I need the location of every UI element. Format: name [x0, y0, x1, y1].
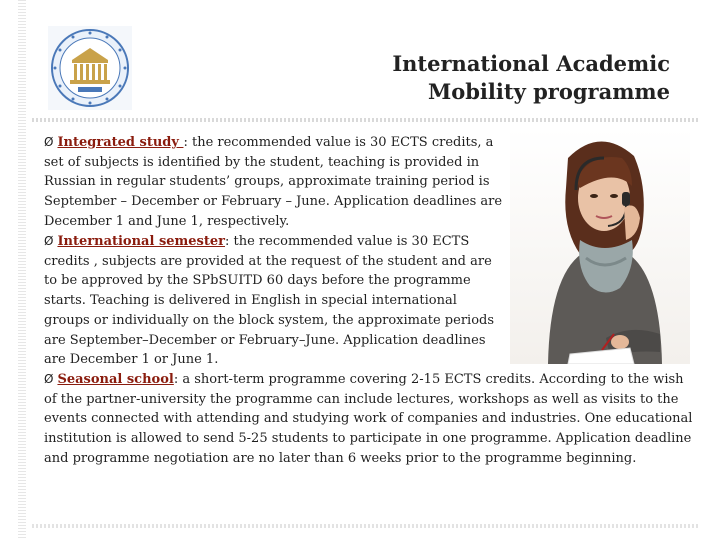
bullet-integrated-study [44, 133, 506, 232]
arrow-bullet-icon: Ø [44, 135, 54, 149]
left-decor-stripe [18, 0, 26, 540]
term-integrated-study: Integrated study [57, 135, 184, 150]
bullet-text: : the recommended value is 30 ECTS credits, a set of subjects is identified by the student, teaching is provided in Russian in regular students’ groups, approximate training period is September – December or February – June. Application deadlines are December 1 and June 1, respectively. [44, 135, 503, 229]
page-title [310, 50, 670, 106]
bullet-text: : a short-term programme covering 2-15 ECTS credits. According to the wish of the partner-university the programme can include lectures, workshops as well as visits to the events connected with attending and studying work of companies and industries. One educational institution is allowed to send 5-25 students to participate in one programme. Application deadline and programme negotiation are no later than 6 weeks prior to the programme beginning. [44, 372, 693, 466]
header-divider [32, 118, 700, 122]
woman-with-headset-photo [510, 128, 690, 364]
title-line-2: Mobility programme [428, 79, 670, 104]
footer-divider [32, 524, 700, 528]
term-international-semester: International semester [57, 234, 225, 249]
title-line-1: International Academic [392, 51, 670, 76]
university-logo [48, 26, 132, 110]
term-seasonal-school: Seasonal school [57, 372, 174, 387]
bullet-international-semester [44, 232, 506, 370]
arrow-bullet-icon: Ø [44, 372, 54, 386]
arrow-bullet-icon: Ø [44, 234, 54, 248]
bullet-text: : the recommended value is 30 ECTS credits , subjects are provided at the request of the student and are to be approved by the SPbSUITD 60 days before the programme starts. Teaching is delivered in English in special international groups or individually on the block system, the approximate periods are September–December or February–June. Application deadlines are December 1 or June 1. [44, 234, 495, 368]
bullet-seasonal-school [44, 370, 694, 469]
